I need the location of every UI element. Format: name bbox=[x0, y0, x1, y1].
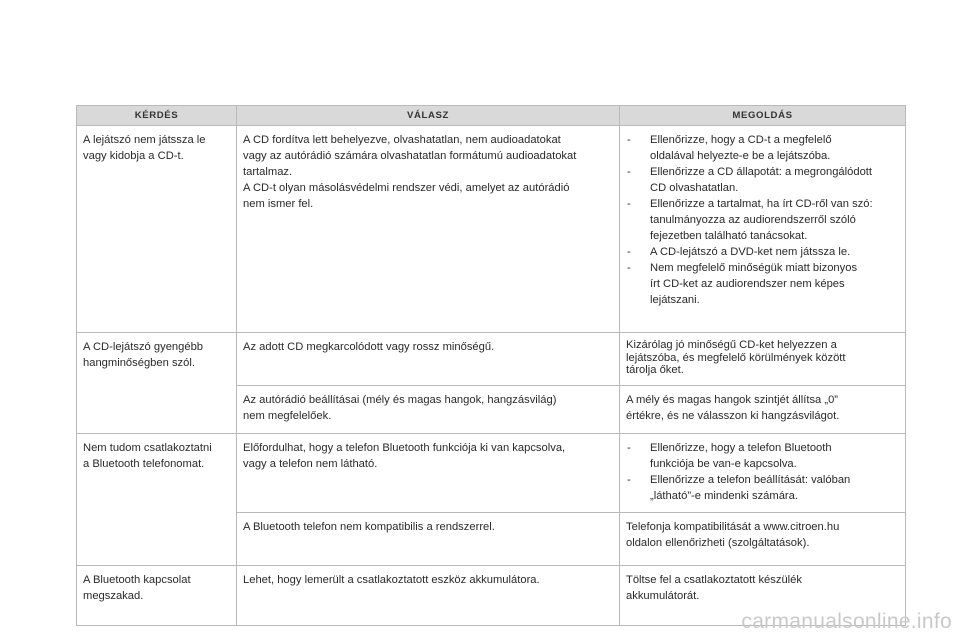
answer-cell bbox=[237, 333, 620, 386]
question-text: A lejátszó nem játssza le vagy kidobja a CD-t. bbox=[83, 134, 206, 162]
solution-text: Kizárólag jó minőségű CD-ket helyezzen a lejátszóba, és megfelelő körülmények között tárolja őket. bbox=[626, 339, 846, 376]
solution-cell bbox=[620, 333, 906, 386]
question-cell bbox=[77, 566, 237, 626]
answer-cell bbox=[237, 566, 620, 626]
dash-bullet: - bbox=[627, 134, 631, 146]
dash-bullet: - bbox=[627, 474, 631, 486]
solution-item-text: Ellenőrizze, hogy a telefon Bluetooth funkciója be van-e kapcsolva. bbox=[650, 442, 832, 470]
solution-cell bbox=[620, 513, 906, 566]
answer-text: A CD fordítva lett behelyezve, olvashatatlan, nem audioadatokat vagy az autórádió számára olvashatatlan formátumú audioadatokat tartalmaz. A CD-t olyan másolásvédelmi rendszer védi, amelyet az autórádió nem ismer fel. bbox=[243, 134, 577, 210]
table-row bbox=[77, 126, 906, 333]
dash-bullet: - bbox=[627, 246, 631, 258]
dash-bullet: - bbox=[627, 166, 631, 178]
answer-text: Az autórádió beállításai (mély és magas hangok, hangzásvilág) nem megfelelőek. bbox=[243, 394, 557, 422]
solution-text: Telefonja kompatibilitását a www.citroen.hu oldalon ellenőrizheti (szolgáltatások). bbox=[626, 521, 840, 549]
answer-text: Előfordulhat, hogy a telefon Bluetooth funkciója ki van kapcsolva, vagy a telefon nem látható. bbox=[243, 442, 566, 470]
solution-item-text: Ellenőrizze a CD állapotát: a megrongálódott CD olvashatatlan. bbox=[650, 166, 873, 194]
list-item bbox=[626, 132, 899, 164]
list-item bbox=[626, 164, 899, 196]
solution-list bbox=[626, 440, 899, 504]
troubleshooting-table bbox=[76, 105, 906, 626]
answer-cell bbox=[237, 126, 620, 333]
answer-text: Az adott CD megkarcolódott vagy rossz minőségű. bbox=[243, 341, 495, 353]
list-item bbox=[626, 472, 899, 504]
table-header-row bbox=[77, 106, 906, 126]
table-row bbox=[77, 333, 906, 386]
answer-cell bbox=[237, 513, 620, 566]
solution-item-text: Ellenőrizze, hogy a CD-t a megfelelő oldalával helyezte-e be a lejátszóba. bbox=[650, 134, 832, 162]
question-cell bbox=[77, 126, 237, 333]
answer-cell bbox=[237, 386, 620, 434]
answer-cell bbox=[237, 434, 620, 513]
question-text: Nem tudom csatlakoztatni a Bluetooth telefonomat. bbox=[83, 442, 212, 470]
dash-bullet: - bbox=[627, 198, 631, 210]
solution-cell bbox=[620, 434, 906, 513]
header-solution: MEGOLDÁS bbox=[620, 106, 906, 126]
answer-text: Lehet, hogy lemerült a csatlakoztatott eszköz akkumulátora. bbox=[243, 574, 540, 586]
list-item bbox=[626, 440, 899, 472]
list-item bbox=[626, 260, 899, 308]
solution-item-text: Ellenőrizze a tartalmat, ha írt CD-ről van szó: tanulmányozza az audiorendszerről szóló fejezetben található tanácsokat. bbox=[650, 198, 873, 242]
question-text: A CD-lejátszó gyengébb hangminőségben szól. bbox=[83, 341, 204, 369]
list-item bbox=[626, 244, 899, 260]
solution-text: A mély és magas hangok szintjét állítsa „0” értékre, és ne válasszon ki hangzásvilágot. bbox=[626, 394, 840, 422]
dash-bullet: - bbox=[627, 442, 631, 454]
solution-cell bbox=[620, 126, 906, 333]
question-cell bbox=[77, 434, 237, 566]
solution-cell bbox=[620, 386, 906, 434]
list-item bbox=[626, 196, 899, 244]
question-cell bbox=[77, 333, 237, 434]
dash-bullet: - bbox=[627, 262, 631, 274]
solution-item-text: Nem megfelelő minőségük miatt bizonyos írt CD-ket az audiorendszer nem képes lejátszani. bbox=[650, 262, 858, 306]
solution-item-text: A CD-lejátszó a DVD-ket nem játssza le. bbox=[650, 246, 851, 258]
header-question: KÉRDÉS bbox=[77, 106, 237, 126]
header-answer: VÁLASZ bbox=[237, 106, 620, 126]
watermark: carmanualsonline.info bbox=[741, 610, 952, 633]
solution-list bbox=[626, 132, 899, 308]
question-text: A Bluetooth kapcsolat megszakad. bbox=[83, 574, 191, 602]
solution-item-text: Ellenőrizze a telefon beállítását: valóban „látható”-e mindenki számára. bbox=[650, 474, 851, 502]
answer-text: A Bluetooth telefon nem kompatibilis a rendszerrel. bbox=[243, 521, 495, 533]
solution-text: Töltse fel a csatlakoztatott készülék akkumulátorát. bbox=[626, 574, 802, 602]
table-row bbox=[77, 434, 906, 513]
